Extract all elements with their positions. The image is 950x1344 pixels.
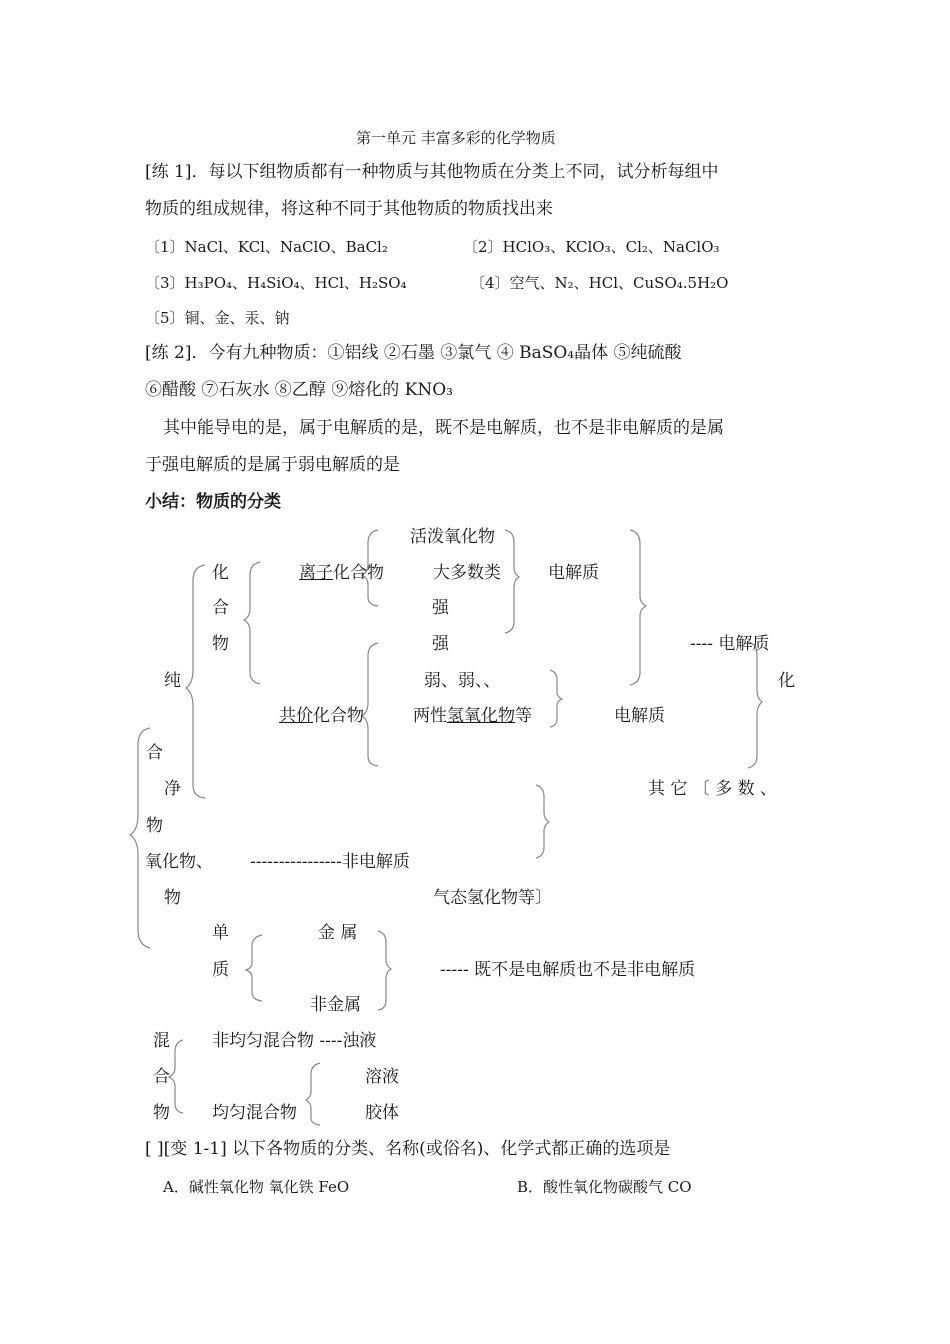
mixture-char-he: 合 [153, 1067, 170, 1087]
metal-label: 金 属 [318, 923, 358, 943]
exercise-2-question-line-1: 其中能导电的是，属于电解质的是，既不是电解质，也不是非电解质的是属 [163, 418, 724, 438]
covalent-compound-label [279, 705, 364, 727]
bracket-mixture [169, 1040, 183, 1113]
pure-char-chun: 纯 [164, 671, 181, 691]
nonelectrolyte-label: ----------------非电解质 [250, 852, 410, 872]
compound-char-wu: 物 [212, 634, 229, 654]
bracket-covalent [362, 643, 378, 766]
pure-char-he: 合 [146, 743, 163, 763]
gas-hydride-label: 气态氢化物等〕 [433, 888, 552, 908]
bracket-electrolyte [748, 642, 762, 768]
covalent-underlined: 共价 [279, 706, 313, 726]
compound-char-he: 合 [212, 598, 229, 618]
bracket-pure [186, 565, 205, 798]
strong-label-2: 强 [432, 634, 449, 654]
bracket-nonelectrolyte [536, 785, 549, 858]
simple-char-zhi: 质 [212, 960, 229, 980]
amphoteric-underlined: 氢氧化物 [447, 706, 515, 726]
pure-char-wu: 物 [146, 816, 163, 836]
strong-label-1: 强 [432, 598, 449, 618]
ionic-compound-label [299, 562, 384, 584]
bracket-metal [378, 931, 391, 1010]
bracket-strong [630, 530, 646, 685]
ionic-underlined: 离子 [299, 563, 333, 583]
option-b: B．酸性氧化物碳酸气 CO [517, 1178, 692, 1196]
nonmetal-label: 非金属 [310, 995, 361, 1015]
exercise-1-prompt-line-1: [练 1]．每以下组物质都有一种物质与其他物质在分类上不同，试分析每组中 [145, 162, 719, 182]
bracket-weak [550, 670, 562, 727]
exercise-2-prompt-line-1: [练 2]．今有九种物质：①铝线 ②石墨 ③氯气 ④ BaSO₄晶体 ⑤纯硫酸 [145, 343, 682, 363]
neither-label: ----- 既不是电解质也不是非电解质 [440, 960, 696, 980]
page-title: 第一单元 丰富多彩的化学物质 [356, 129, 556, 147]
exercise-1-prompt-line-2: 物质的组成规律，将这种不同于其他物质的物质找出来 [145, 199, 553, 219]
exercise-1-group-4: 〔4〕空气、N₂、HCl、CuSO₄.5H₂O [470, 274, 729, 292]
bracket-homogeneous [306, 1063, 320, 1125]
oxide-label: 氧化物、 [145, 852, 213, 872]
exercise-2-question-line-2: 于强电解质的是属于弱电解质的是 [145, 455, 400, 475]
amphoteric-label [413, 705, 532, 727]
amphoteric-suffix: 等 [515, 706, 532, 726]
mixture-char-hun: 混 [153, 1031, 170, 1051]
colloid-label: 胶体 [365, 1103, 399, 1123]
electrolyte-label-2: 电解质 [614, 706, 665, 726]
bracket-simple [246, 935, 262, 1001]
exercise-2-prompt-line-2: ⑥醋酸 ⑦石灰水 ⑧乙醇 ⑨熔化的 KNO₃ [145, 380, 453, 400]
summary-heading: 小结：物质的分类 [145, 492, 281, 511]
solution-label: 溶液 [365, 1067, 399, 1087]
mixture-char-wu: 物 [153, 1103, 170, 1123]
compound-char-hua: 化 [212, 563, 229, 583]
char-wu-3: 物 [164, 888, 181, 908]
active-oxide-label: 活泼氧化物 [410, 527, 495, 547]
exercise-1-group-5: 〔5〕铜、金、汞、钠 [145, 309, 290, 327]
bracket-active-oxide [505, 530, 519, 633]
exercise-1-group-2: 〔2〕HClO₃、KClO₃、Cl₂、NaClO₃ [463, 238, 720, 256]
others-label: 其 它 〔 多 数 、 [648, 779, 778, 799]
homogeneous-label: 均匀混合物 [212, 1103, 297, 1123]
exercise-1-group-1: 〔1〕NaCl、KCl、NaClO、BaCl₂ [145, 238, 388, 256]
dash-electrolyte-label: ---- 电解质 [690, 634, 770, 654]
majority-label: 大多数类 [433, 563, 501, 583]
ionic-suffix: 化合物 [333, 563, 384, 583]
heterogeneous-label: 非均匀混合物 ----浊液 [212, 1031, 377, 1051]
weak-label: 弱、弱、、 [424, 671, 501, 691]
pure-char-jing: 净 [164, 779, 181, 799]
right-char-hua: 化 [778, 671, 795, 691]
exercise-1-group-3: 〔3〕H₃PO₄、H₄SiO₄、HCl、H₂SO₄ [145, 274, 407, 292]
variant-question: [ ][变 1-1] 以下各物质的分类、名称(或俗名)、化学式都正确的选项是 [145, 1139, 671, 1159]
option-a: A．碱性氧化物 氧化铁 FeO [163, 1178, 350, 1196]
covalent-suffix: 化合物 [313, 706, 364, 726]
simple-char-dan: 单 [212, 923, 229, 943]
amphoteric-prefix: 两性 [413, 706, 447, 726]
bracket-compound [244, 562, 260, 684]
electrolyte-label-1: 电解质 [548, 563, 599, 583]
